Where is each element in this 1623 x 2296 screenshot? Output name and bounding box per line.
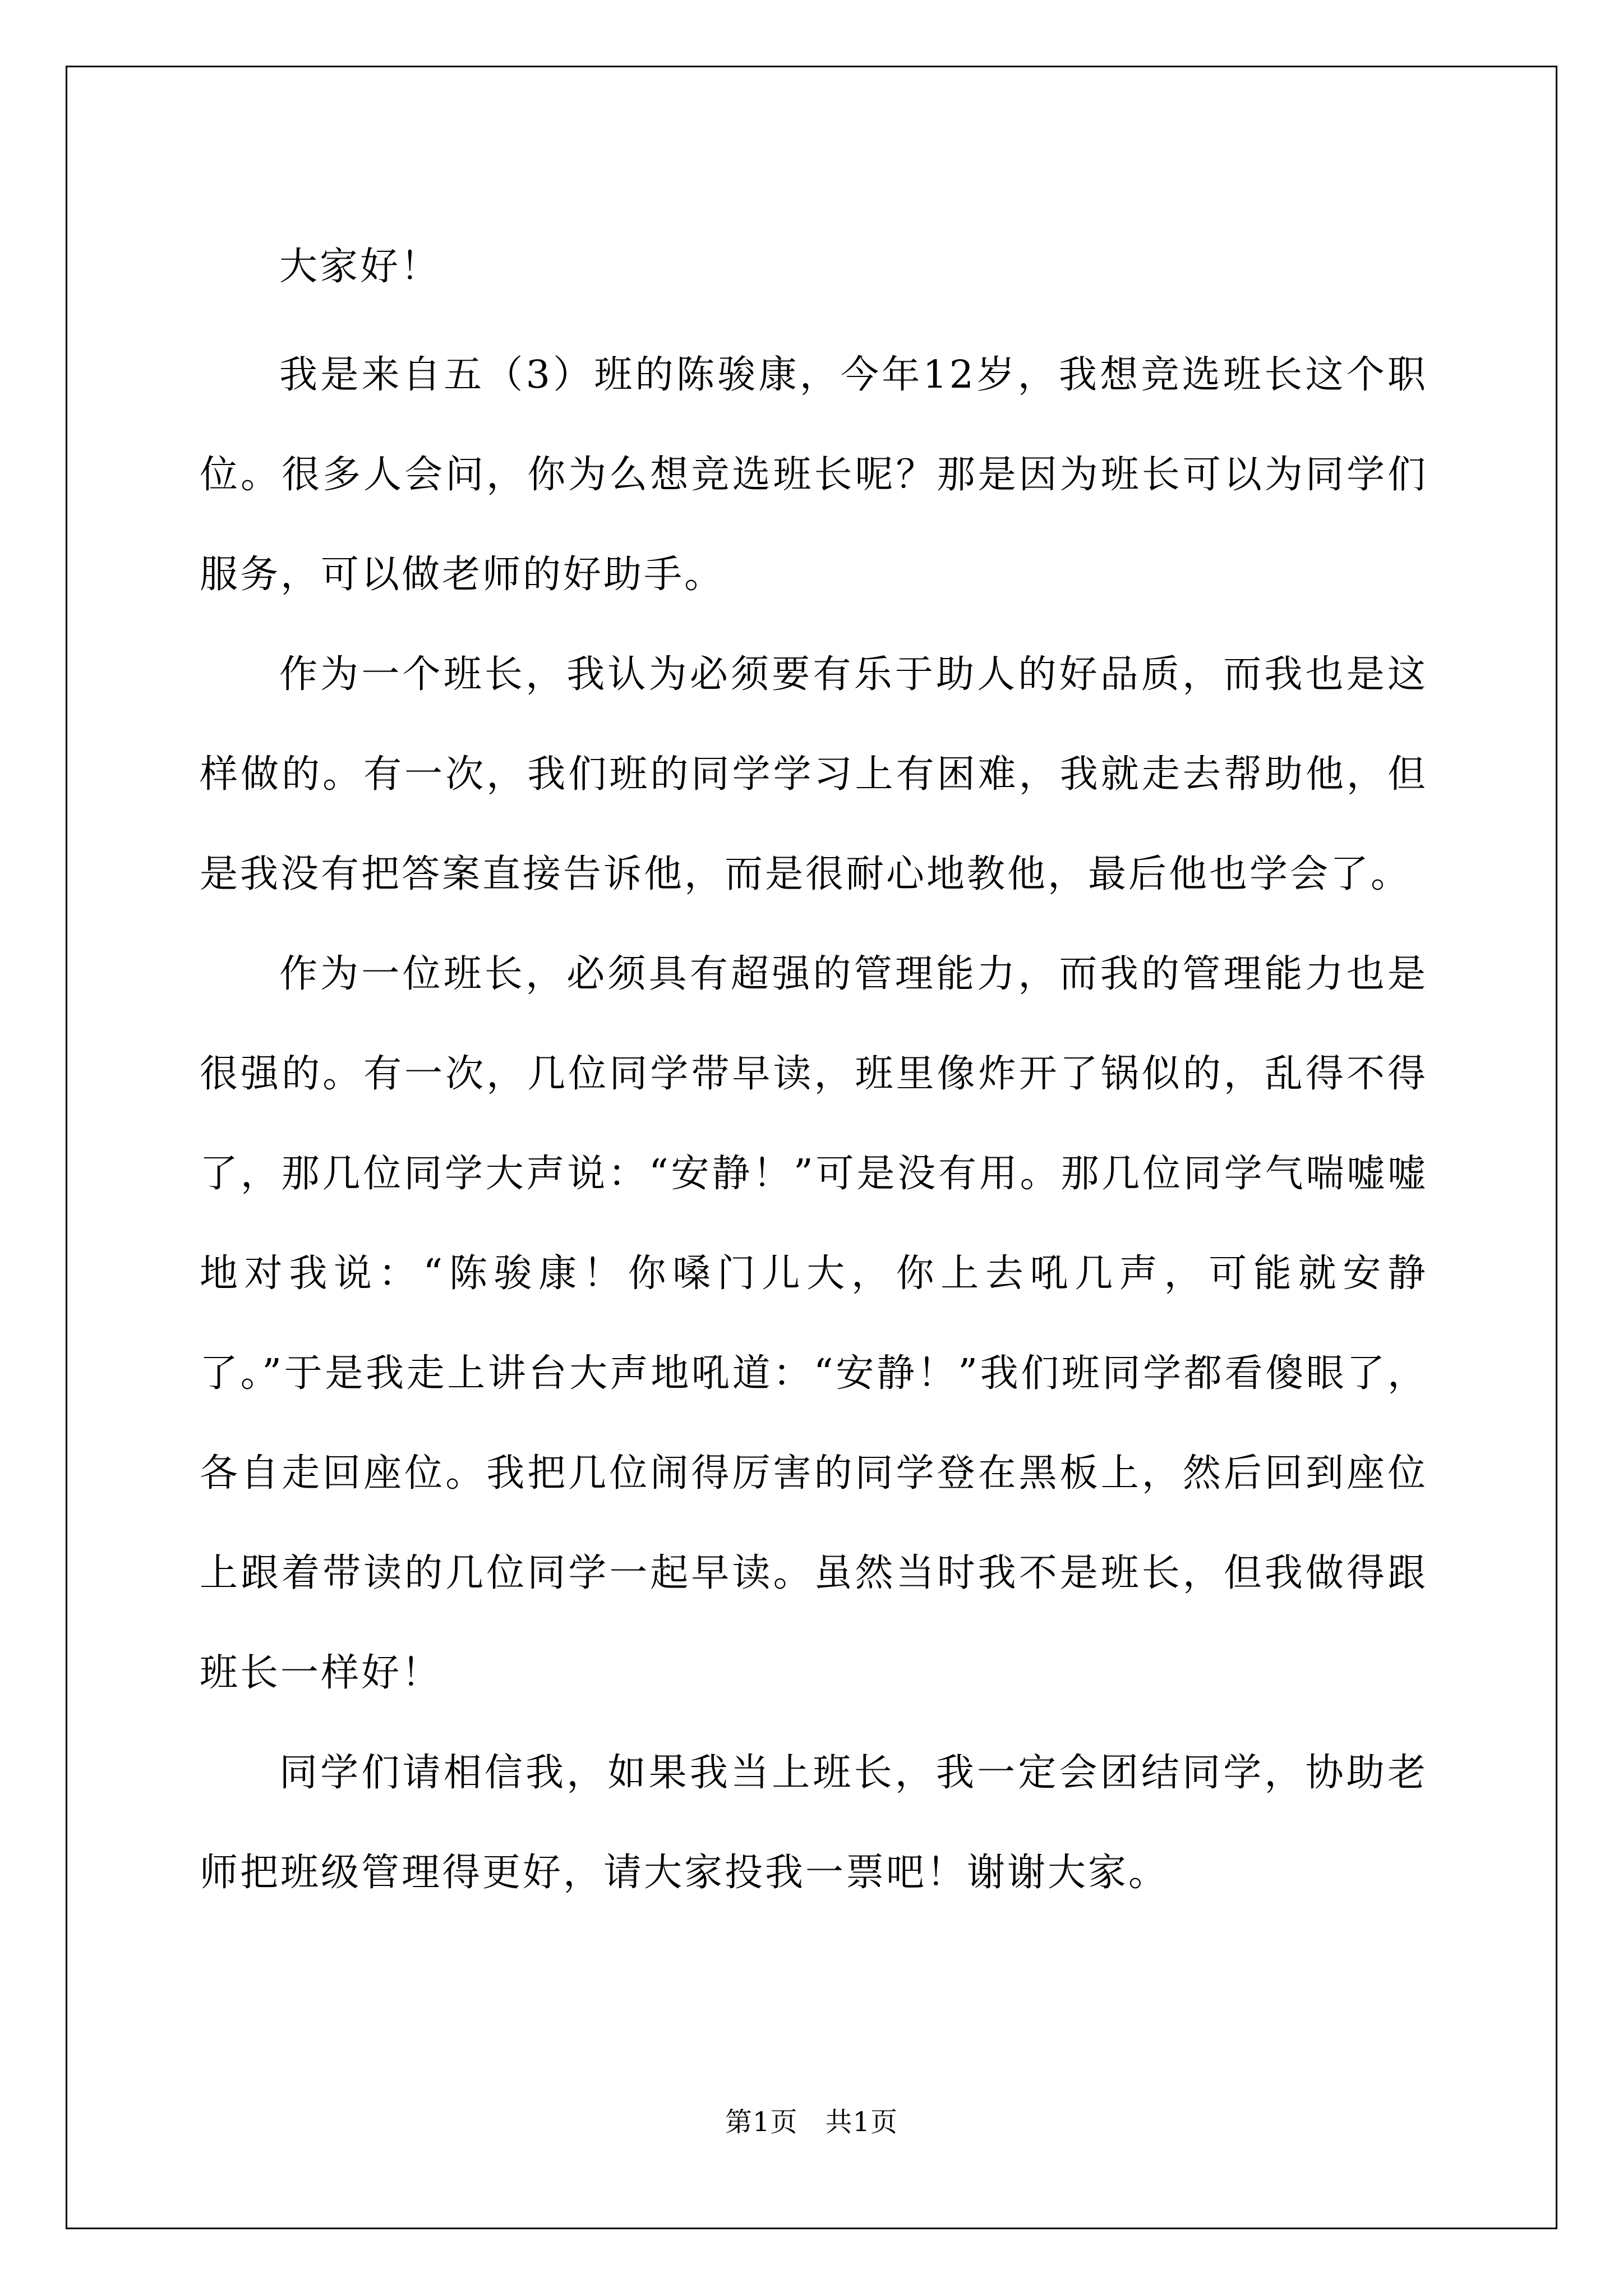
helpfulness-paragraph: 作为一个班长，我认为必须要有乐于助人的好品质，而我也是这样做的。有一次，我们班的同学学习上有困难，我就走去帮助他，但是我没有把答案直接告诉他，而是很耐心地教他，最后他也学会了。 <box>200 652 1428 896</box>
page-number-footer: 第1页 共1页 <box>725 2106 898 2138</box>
management-paragraph: 作为一位班长，必须具有超强的管理能力，而我的管理能力也是很强的。有一次，几位同学带早读，班里像炸开了锅似的，乱得不得了，那几位同学大声说：“安静！”可是没有用。那几位同学气喘嘘嘘地对我说：“陈骏康！你嗓门儿大，你上去吼几声，可能就安静了。”于是我走上讲台大声地吼道：“安静！”我们班同学都看傻眼了，各自走回座位。我把几位闹得厉害的同学登在黑板上，然后回到座位上跟着带读的几位同学一起早读。虽然当时我不是班长，但我做得跟班长一样好！ <box>200 952 1428 1695</box>
closing-paragraph: 同学们请相信我，如果我当上班长，我一定会团结同学，协助老师把班级管理得更好，请大家投我一票吧！谢谢大家。 <box>200 1751 1428 1895</box>
document-body <box>200 217 1428 1923</box>
greeting-paragraph: 大家好！ <box>279 245 441 289</box>
introduction-paragraph: 我是来自五（3）班的陈骏康，今年12岁，我想竞选班长这个职位。很多人会问，你为么想竞选班长呢？那是因为班长可以为同学们服务，可以做老师的好助手。 <box>200 353 1428 597</box>
